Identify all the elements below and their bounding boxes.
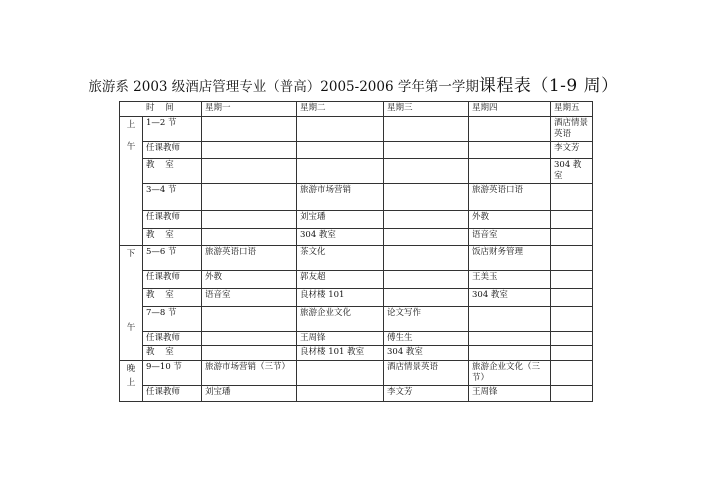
cell-friday [551,271,593,289]
period-morning-char: 午 [126,142,136,152]
schedule-row [120,307,593,332]
cell-tuesday [297,159,384,184]
cell-wednesday [384,211,469,229]
schedule-row [120,142,593,159]
cell-tuesday: 旅游市场营销 [297,184,384,211]
schedule-row [120,346,593,361]
row-label: 教 室 [143,346,202,361]
cell-monday: 旅游市场营销（三节） [202,361,297,386]
cell-thursday: 旅游企业文化（三节） [469,361,551,386]
cell-friday [551,289,593,307]
cell-tuesday: 旅游企业文化 [297,307,384,332]
cell-monday: 旅游英语口语 [202,246,297,271]
cell-thursday: 语音室 [469,229,551,246]
cell-tuesday: 刘宝璠 [297,211,384,229]
row-label: 7—8 节 [143,307,202,332]
row-label: 5—6 节 [143,246,202,271]
cell-friday [551,229,593,246]
cell-wednesday [384,246,469,271]
cell-tuesday: 郭友超 [297,271,384,289]
cell-monday [202,229,297,246]
cell-friday: 李文芳 [551,142,593,159]
schedule-row [120,229,593,246]
cell-tuesday [297,117,384,142]
cell-monday [202,142,297,159]
cell-monday [202,307,297,332]
cell-tuesday: 王周锋 [297,332,384,346]
cell-wednesday: 304 教室 [384,346,469,361]
cell-tuesday: 茶文化 [297,246,384,271]
cell-thursday [469,346,551,361]
cell-monday: 刘宝璠 [202,386,297,402]
row-label: 教 室 [143,159,202,184]
cell-thursday: 王美玉 [469,271,551,289]
row-label: 任课教师 [143,271,202,289]
header-time: 时 间 [120,102,202,117]
cell-monday: 语音室 [202,289,297,307]
schedule-row [120,246,593,271]
header-row [120,102,593,117]
header-friday: 星期五 [551,102,593,117]
period-evening [120,361,143,402]
title-main: 课程表（1-9 周） [478,76,619,96]
row-label: 3—4 节 [143,184,202,211]
cell-wednesday [384,289,469,307]
row-label: 任课教师 [143,332,202,346]
row-label: 任课教师 [143,211,202,229]
header-tuesday: 星期二 [297,102,384,117]
schedule-row [120,117,593,142]
cell-friday [551,184,593,211]
cell-monday [202,159,297,184]
row-label: 教 室 [143,229,202,246]
cell-monday [202,117,297,142]
row-label: 1—2 节 [143,117,202,142]
cell-friday [551,211,593,229]
schedule-row [120,361,593,386]
cell-thursday [469,142,551,159]
cell-tuesday: 304 教室 [297,229,384,246]
cell-wednesday: 傅生生 [384,332,469,346]
cell-thursday: 外教 [469,211,551,229]
period-morning [120,117,143,246]
cell-friday [551,386,593,402]
period-evening-char: 上 [126,378,136,388]
period-afternoon-char: 午 [126,323,136,333]
header-monday: 星期一 [202,102,297,117]
cell-wednesday [384,184,469,211]
cell-thursday: 饭店财务管理 [469,246,551,271]
cell-monday [202,184,297,211]
schedule-row [120,332,593,346]
cell-friday [551,246,593,271]
cell-tuesday [297,361,384,386]
schedule-row [120,386,593,402]
cell-wednesday: 李文芳 [384,386,469,402]
cell-thursday: 旅游英语口语 [469,184,551,211]
cell-wednesday [384,142,469,159]
schedule-row [120,184,593,211]
schedule-table [119,101,593,402]
cell-tuesday [297,142,384,159]
row-label: 9—10 节 [143,361,202,386]
header-thursday: 星期四 [469,102,551,117]
cell-friday [551,346,593,361]
cell-wednesday: 论文写作 [384,307,469,332]
cell-friday: 酒店情景英语 [551,117,593,142]
cell-wednesday [384,159,469,184]
cell-friday [551,361,593,386]
period-morning-char: 上 [126,120,136,130]
cell-thursday [469,332,551,346]
cell-tuesday [297,386,384,402]
schedule-row [120,211,593,229]
row-label: 任课教师 [143,142,202,159]
cell-thursday: 王周锋 [469,386,551,402]
title-prefix: 旅游系 2003 级酒店管理专业（普高）2005-2006 学年第一学期 [88,79,479,95]
period-evening-char: 晚 [126,364,136,374]
cell-tuesday: 良材楼 101 教室 [297,346,384,361]
schedule-row [120,289,593,307]
cell-wednesday [384,229,469,246]
cell-thursday: 304 教室 [469,289,551,307]
cell-monday [202,346,297,361]
schedule-row [120,159,593,184]
cell-monday [202,211,297,229]
cell-thursday [469,307,551,332]
cell-wednesday [384,271,469,289]
cell-tuesday: 良材楼 101 [297,289,384,307]
cell-friday: 304 教室 [551,159,593,184]
cell-thursday [469,117,551,142]
row-label: 教 室 [143,289,202,307]
cell-wednesday: 酒店情景英语 [384,361,469,386]
cell-wednesday [384,117,469,142]
row-label: 任课教师 [143,386,202,402]
cell-monday [202,332,297,346]
period-afternoon [120,246,143,361]
cell-friday [551,332,593,346]
schedule-row [120,271,593,289]
cell-friday [551,307,593,332]
cell-monday: 外教 [202,271,297,289]
period-afternoon-char: 下 [126,249,136,259]
document-title [0,76,707,97]
header-wednesday: 星期三 [384,102,469,117]
cell-thursday [469,159,551,184]
